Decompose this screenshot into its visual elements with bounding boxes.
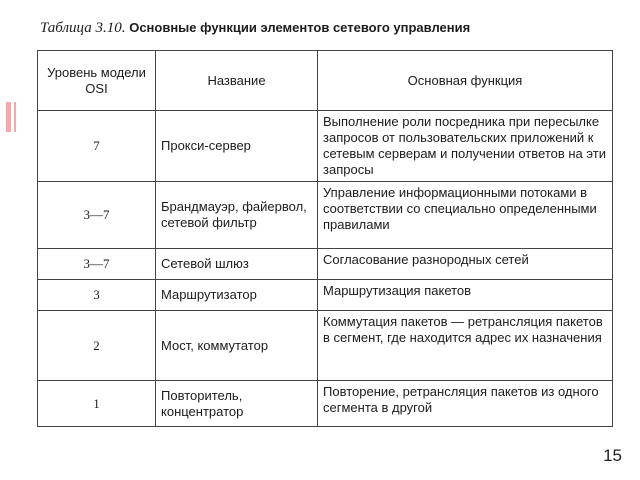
table-caption xyxy=(40,20,470,37)
table-row xyxy=(38,111,613,182)
page-number: 15 xyxy=(603,446,622,465)
cell-level: 2 xyxy=(38,311,156,381)
cell-name: Маршрутизатор xyxy=(156,280,318,311)
cell-level: 3—7 xyxy=(38,182,156,249)
cell-name: Повторитель, концентратор xyxy=(156,381,318,427)
cell-function: Выполнение роли посредника при пересылке запросов от пользовательских приложений к сетевым серверам и получении ответов на эти запросы xyxy=(318,111,613,182)
cell-level: 3—7 xyxy=(38,249,156,280)
cell-function: Коммутация пакетов — ретрансляция пакетов в сегмент, где находится адрес их назначения xyxy=(318,311,613,381)
table-header-row xyxy=(38,51,613,111)
table-row xyxy=(38,311,613,381)
cell-function: Повторение, ретрансляция пакетов из одного сегмента в другой xyxy=(318,381,613,427)
cell-level: 1 xyxy=(38,381,156,427)
table-number: Таблица 3.10. xyxy=(40,20,126,36)
table-row xyxy=(38,280,613,311)
cell-name: Прокси-сервер xyxy=(156,111,318,182)
header-function: Основная функция xyxy=(318,51,613,111)
cell-name: Брандмауэр, файервол, сетевой фильтр xyxy=(156,182,318,249)
table-row xyxy=(38,182,613,249)
cell-name: Сетевой шлюз xyxy=(156,249,318,280)
cell-function: Управление информационными потоками в соответствии со специально определенными правилами xyxy=(318,182,613,249)
cell-function: Согласование разнородных сетей xyxy=(318,249,613,280)
osi-functions-table xyxy=(37,50,613,427)
cell-function: Маршрутизация пакетов xyxy=(318,280,613,311)
cell-level: 3 xyxy=(38,280,156,311)
cell-level: 7 xyxy=(38,111,156,182)
table-title: Основные функции элементов сетевого управления xyxy=(129,20,471,35)
accent-mark xyxy=(6,102,16,132)
table-row xyxy=(38,381,613,427)
table-row xyxy=(38,249,613,280)
header-level: Уровень модели OSI xyxy=(38,51,156,111)
header-name: Название xyxy=(156,51,318,111)
accent-mark-notch xyxy=(11,102,14,132)
cell-name: Мост, коммутатор xyxy=(156,311,318,381)
